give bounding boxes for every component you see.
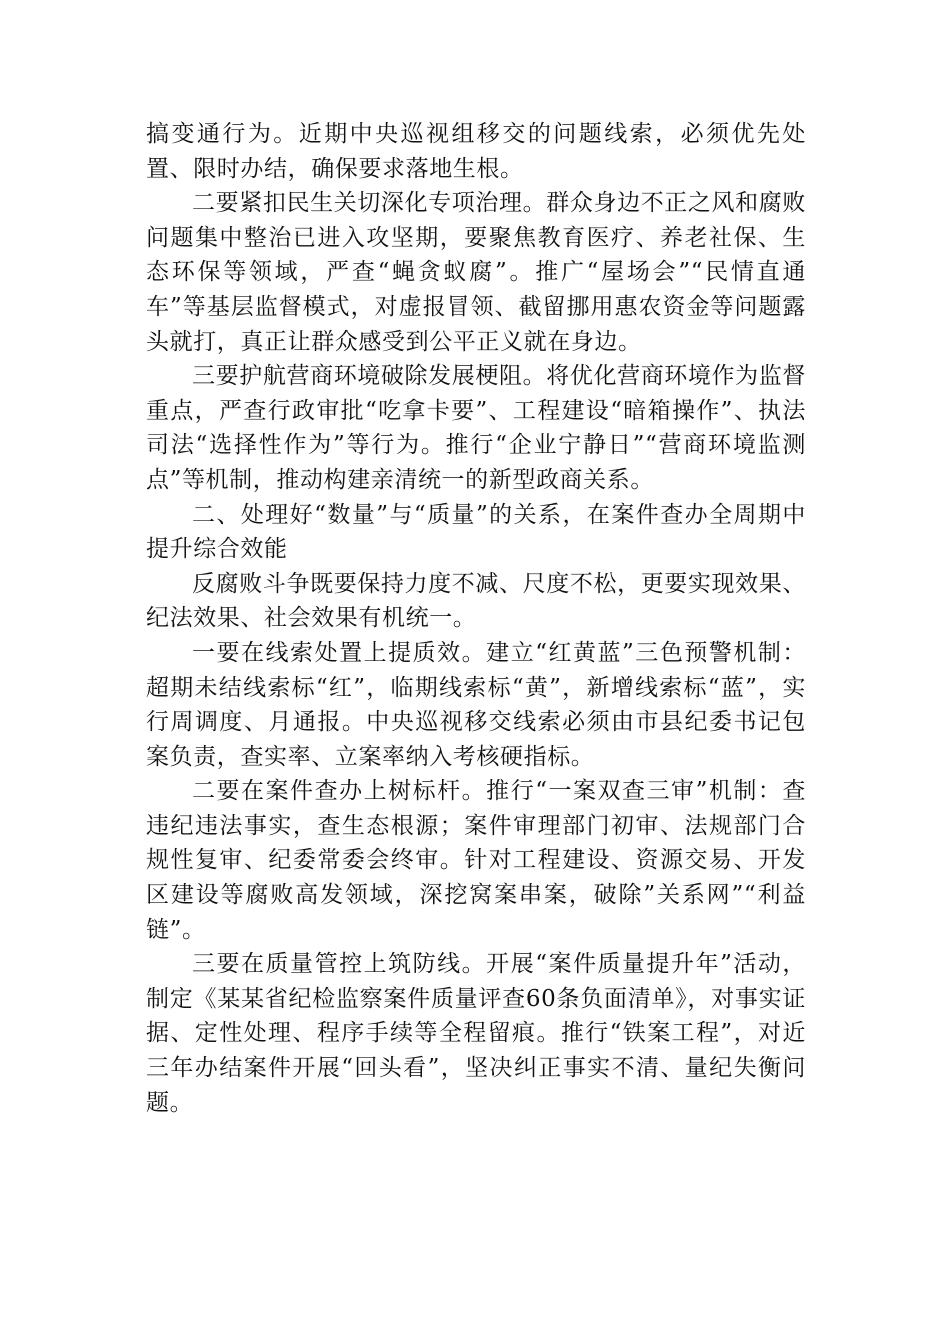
paragraph-clue-handling: 一要在线索处置上提质效。建立“红黄蓝”三色预警机制：超期未结线索标“红”，临期线索标“黄”，新增线索标“蓝”，实行周调度、月通报。中央巡视移交线索必须由市县纪委书记包案负责，查实率、立案率纳入考核硬指标。 xyxy=(146,639,806,770)
section-heading-quantity-quality: 二、处理好“数量”与“质量”的关系，在案件查办全周期中提升综合效能 xyxy=(146,501,806,563)
paragraph-quality-control: 三要在质量管控上筑防线。开展“案件质量提升年”活动，制定《某某省纪检监察案件质量评查60条负面清单》，对事实证据、定性处理、程序手续等全程留痕。推行“铁案工程”，对近三年办结案件开展“回头看”，坚决纠正事实不清、量纪失衡问题。 xyxy=(146,951,806,1116)
paragraph-business-environment: 三要护航营商环境破除发展梗阻。将优化营商环境作为监督重点，严查行政审批“吃拿卡要”、工程建设“暗箱操作”、执法司法“选择性作为”等行为。推行“企业宁静日”“营商环境监测点”等机制，推动构建亲清统一的新型政商关系。 xyxy=(146,363,806,493)
document-body xyxy=(146,117,806,1120)
paragraph-livelihood: 二要紧扣民生关切深化专项治理。群众身边不正之风和腐败问题集中整治已进入攻坚期，要聚焦教育医疗、养老社保、生态环保等领域，严查“蝇贪蚁腐”。推广“屋场会”“民情直通车”等基层监督模式，对虚报冒领、截留挪用惠农资金等问题露头就打，真正让群众感受到公平正义就在身边。 xyxy=(146,190,806,355)
paragraph-intro: 反腐败斗争既要保持力度不减、尺度不松，更要实现效果、纪法效果、社会效果有机统一。 xyxy=(146,570,806,632)
paragraph-continuation: 搞变通行为。近期中央巡视组移交的问题线索，必须优先处置、限时办结，确保要求落地生根。 xyxy=(146,121,806,182)
paragraph-case-investigation: 二要在案件查办上树标杆。推行“一案双查三审”机制：查违纪违法事实，查生态根源；案件审理部门初审、法规部门合规性复审、纪委常委会终审。针对工程建设、资源交易、开发区建设等腐败高发领域，深挖窝案串案，破除”关系网”“利益链”。 xyxy=(146,778,806,943)
